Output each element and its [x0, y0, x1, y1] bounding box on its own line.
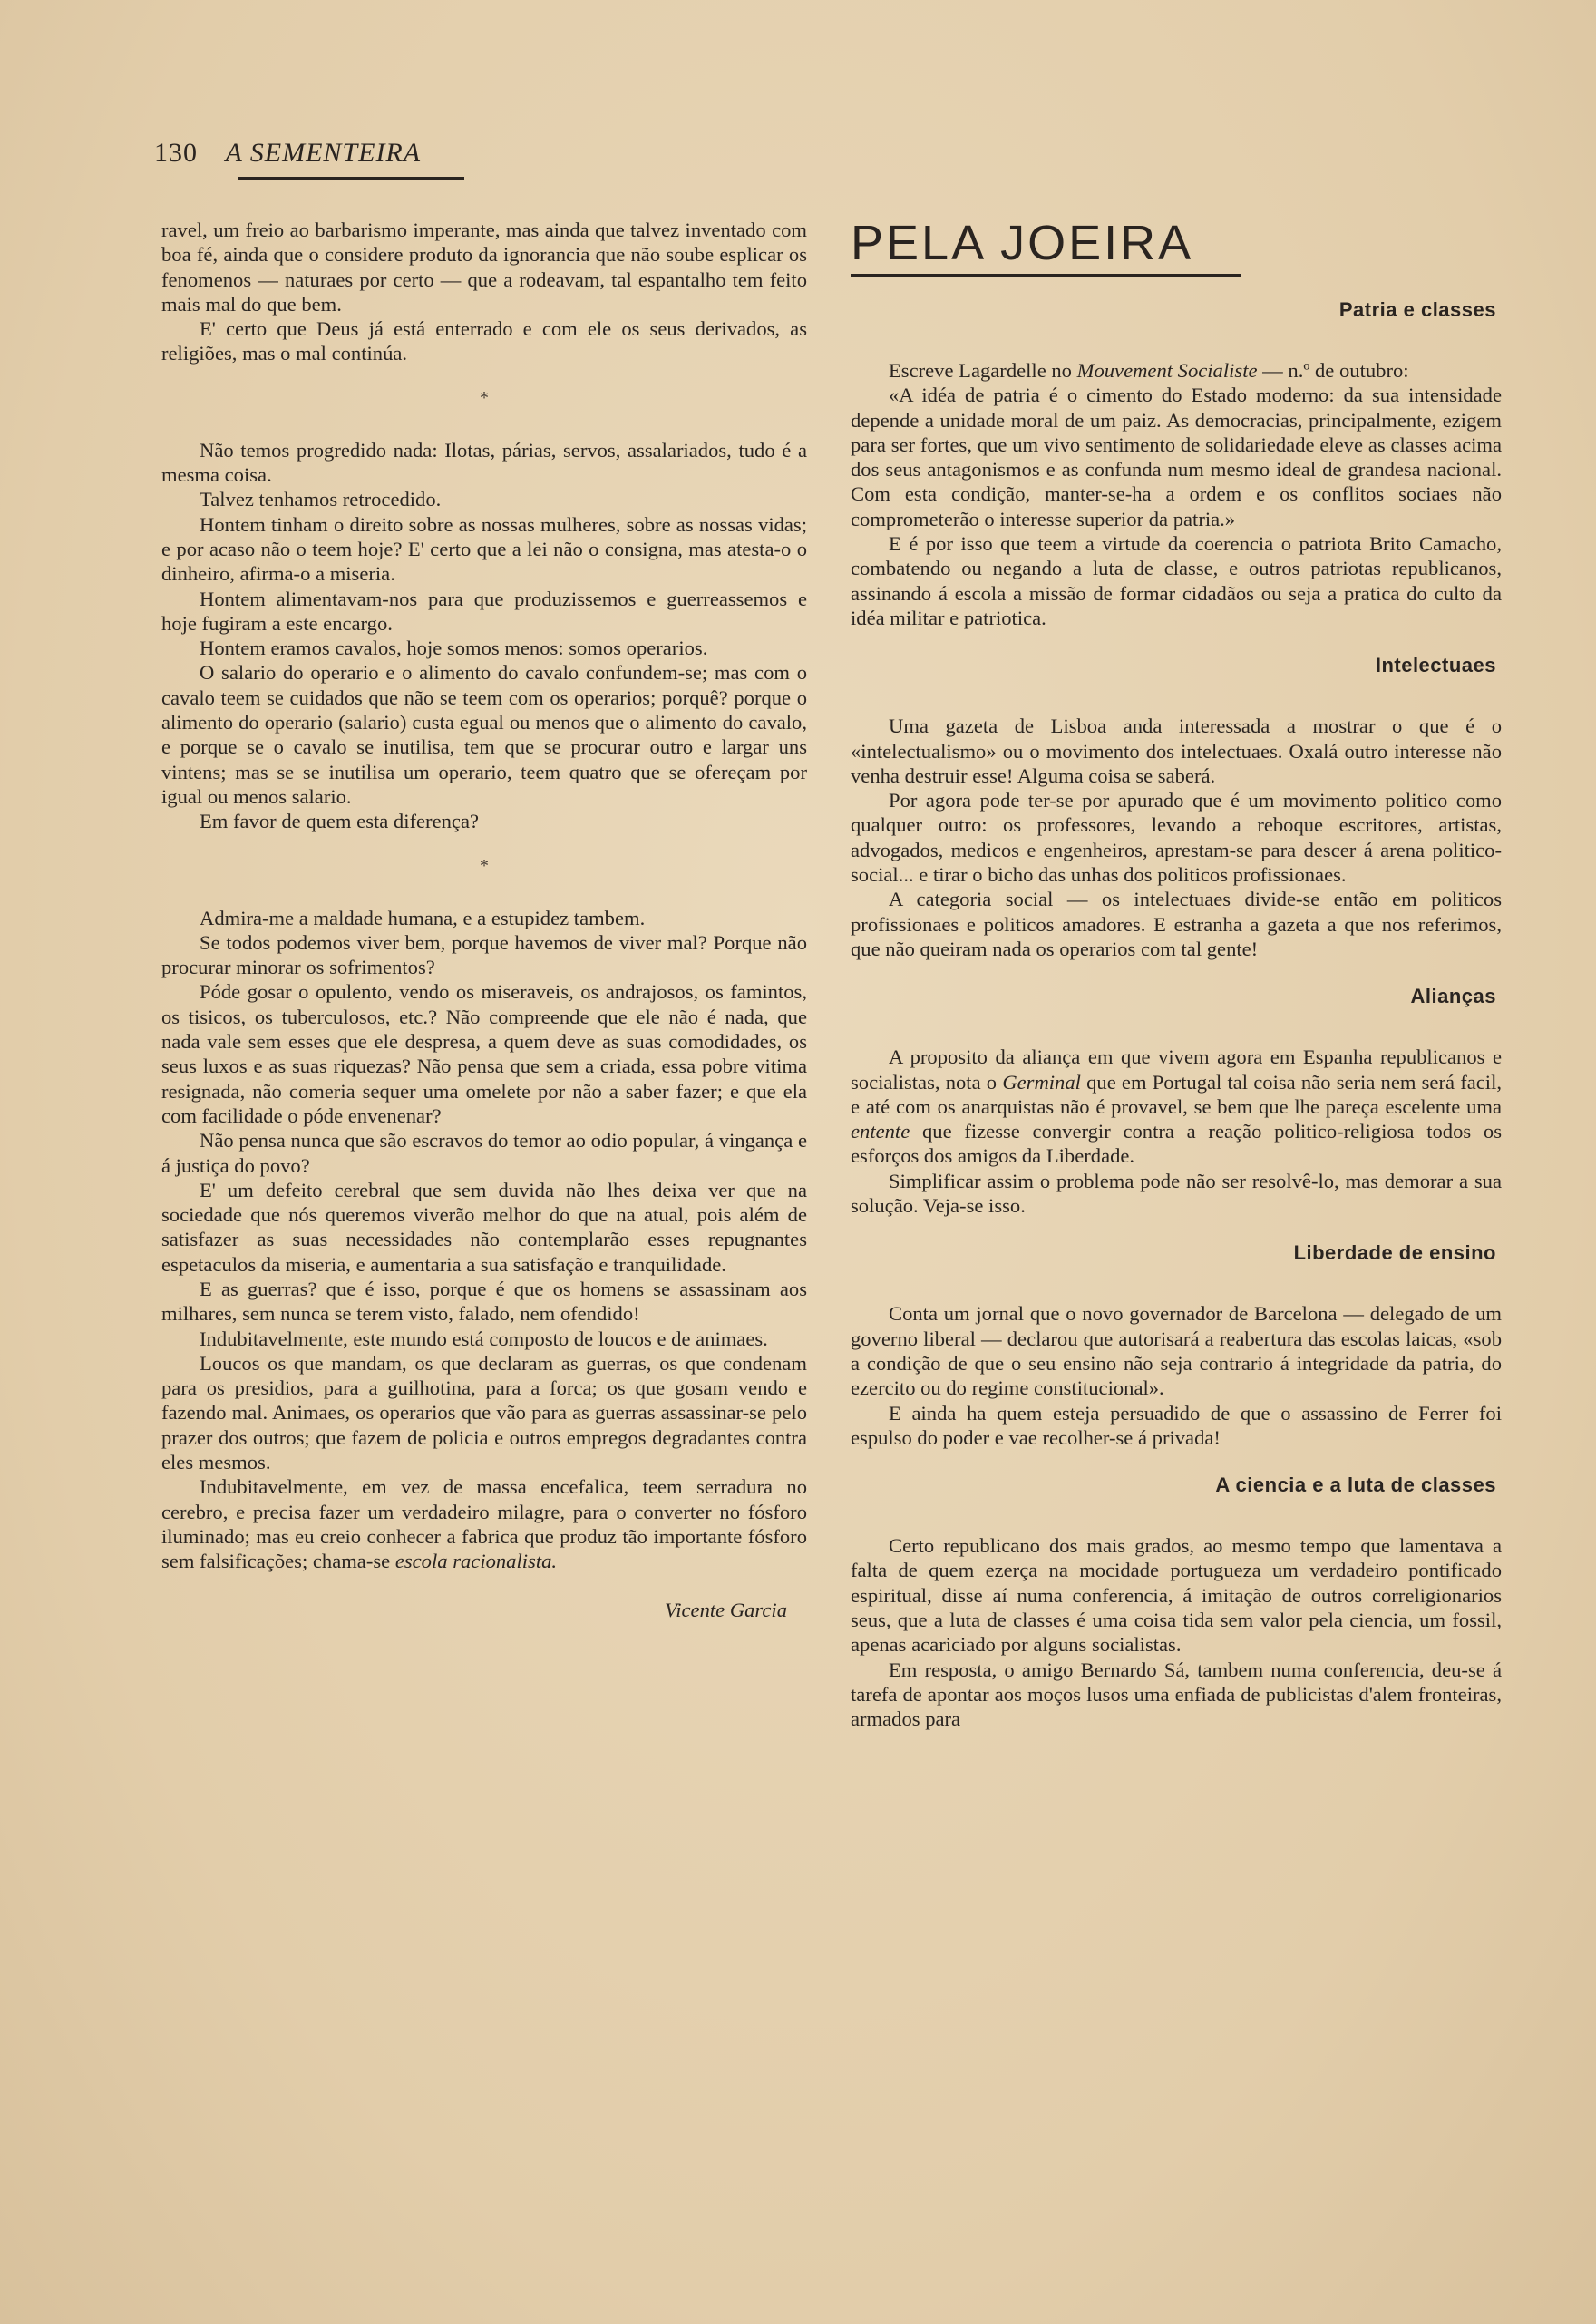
- paragraph: E' um defeito cerebral que sem duvida não lhes deixa ver que na sociedade que nós queremos viverão melhor do que na atual, pois além de satisfazer as suas necessidades não contemplarão esses repugnantes espetaculos da miseria, e aumentaria a sua satisfação e tranquilidade.: [161, 1178, 807, 1276]
- page-number: 130: [154, 138, 198, 168]
- paragraph: Indubitavelmente, este mundo está composto de loucos e de animaes.: [200, 1327, 768, 1350]
- running-header: [154, 138, 462, 169]
- paragraph: E ainda ha quem esteja persuadido de que o assassino de Ferrer foi espulso do poder e vae recolher-se á privada!: [851, 1401, 1502, 1449]
- paragraph: [851, 1045, 1502, 1168]
- subsection-heading: Alianças: [1410, 985, 1496, 1008]
- paragraph: «A idéa de patria é o cimento do Estado moderno: da sua intensidade depende a unidade moral de um paiz. As democracias, principalmente, ezigem para ser fortes, que um vivo sentimento de solidariedade eleve as classes acima dos seus antagonismos e as confunda num mesmo ideal de grandesa nacional. Com esta condição, manter-se-ha a ordem e os conflitos sociaes não comprometerão o interesse superior da patria.»: [851, 384, 1502, 530]
- paragraph-text: Escreve Lagardelle no: [889, 359, 1077, 382]
- paragraph: Hontem tinham o direito sobre as nossas mulheres, sobre as nossas vidas; e por acaso não o teem hoje? E' certo que a lei não o consigna, mas atesta-o o dinheiro, afirma-o a miseria.: [161, 512, 807, 586]
- paragraph: Póde gosar o opulento, vendo os miseraveis, os andrajosos, os famintos, os tisicos, os tuberculosos, etc.? Não compreende que ele não é nada, que nada vale sem esses que ele despresa, a quem deve as suas comodidades, os seus luxos e as suas riquezas? Não pensa que sem a criada, essa pobre vitima resignada, não comeria sequer uma omelete por não a saber fazer; e que ela com facilidade o póde envenenar?: [161, 980, 807, 1127]
- paragraph: E' certo que Deus já está enterrado e com ele os seus derivados, as religiões, mas o mal continúa.: [161, 317, 807, 365]
- paragraph: E as guerras? que é isso, porque é que os homens se assassinam aos milhares, sem nunca se terem visto, falado, nem ofendido!: [161, 1277, 807, 1326]
- paragraph: A categoria social — os intelectuaes divide-se então em politicos profissionaes e politicos amadores. E estranha a gazeta a que nos referimos, que não queiram nada os operarios com tal gente!: [851, 888, 1502, 960]
- subsection-heading: Patria e classes: [1338, 298, 1496, 321]
- paragraph: Uma gazeta de Lisboa anda interessada a mostrar o que é o «intelectualismo» ou o movimento dos intelectuaes. Oxalá outro interesse não venha destruir esse! Alguma coisa se saberá.: [851, 715, 1502, 787]
- paragraph: Certo republicano dos mais grados, ao mesmo tempo que lamentava a falta de quem ezerça na mocidade portugueza um verdadeiro pontificado espiritual, disse aí numa conferencia, á imitação de outros correligionarios seus, que a luta de classes é uma coisa tida sem valor pela ciencia, um fossil, apenas acariciado por alguns socialistas.: [851, 1534, 1502, 1657]
- paragraph: Hontem eramos cavalos, hoje somos menos: somos operarios.: [200, 637, 708, 660]
- paragraph: Conta um jornal que o novo governador de Barcelona — delegado de um governo liberal — declarou que autorisará a reabertura das escolas laicas, «sob a condição de que o seu ensino não seja contrario á integridade da patria, do ezercito ou do regime constitucional».: [851, 1302, 1502, 1400]
- paragraph: Não temos progredido nada: Ilotas, párias, servos, assalariados, tudo é a mesma coisa.: [161, 438, 807, 487]
- emphasis: escola racionalista.: [394, 1550, 558, 1573]
- paragraph: E é por isso que teem a virtude da coerencia o patriota Brito Camacho, combatendo ou negando a luta de classe, e outros patriotas republicanos, assinando á escola a missão de formar cidadãos ou seja a pratica do culto da idéa militar e patriotica.: [851, 532, 1502, 629]
- section-title: PELA JOEIRA: [851, 216, 1194, 270]
- subsection-heading: A ciencia e a luta de classes: [1215, 1473, 1496, 1497]
- paragraph-text: que fizesse convergir contra a reação politico-religiosa todos os esforços dos amigos da Liberdade.: [851, 1120, 1502, 1168]
- subsection-heading: Intelectuaes: [1375, 654, 1496, 677]
- emphasis: Germinal: [1002, 1070, 1081, 1094]
- paragraph: Hontem alimentavam-nos para que produzissemos e guerreassemos e hoje fugiram a este encargo.: [161, 587, 807, 635]
- right-column: [851, 218, 1502, 1731]
- paragraph: Se todos podemos viver bem, porque havemos de viver mal? Porque não procurar minorar os sofrimentos?: [161, 930, 807, 979]
- paragraph: Em resposta, o amigo Bernardo Sá, tambem numa conferencia, deu-se á tarefa de apontar aos moços lusos uma enfiada de publicistas d'alem fronteiras, armados para: [851, 1658, 1502, 1731]
- section-separator: *: [480, 855, 489, 876]
- paragraph-text: Indubitavelmente, em vez de massa encefalica, teem serradura no cerebro, e precisa fazer um verdadeiro milagre, para o converter no fósforo iluminado; mas eu creio conhecer a fabrica que produz tão importante fósforo sem falsificações; chama-se: [161, 1475, 807, 1573]
- emphasis: entente: [851, 1120, 910, 1143]
- paragraph: [161, 1474, 807, 1573]
- paragraph: O salario do operario e o alimento do cavalo confundem-se; mas com o cavalo teem se cuidados que não se teem com os operarios; porquê? porque o alimento do operario (salario) custa egual ou menos que o alimento do cavalo, e porque se o cavalo se inutilisa, tem que se procurar outro e largar uns vintens; mas se se inutilisa um operario, teem quatro que se ofereçam por igual ou menos salario.: [161, 661, 807, 808]
- paragraph: Admira-me a maldade humana, e a estupidez tambem.: [200, 906, 646, 929]
- paragraph-text: — n.º de outubro:: [1257, 359, 1409, 382]
- paragraph: Simplificar assim o problema pode não ser resolvê-lo, mas demorar a sua solução. Veja-se isso.: [851, 1169, 1502, 1218]
- author-signature: Vicente Garcia: [665, 1598, 787, 1621]
- paragraph: Talvez tenhamos retrocedido.: [200, 488, 442, 511]
- publication-title: A SEMENTEIRA: [225, 138, 422, 168]
- paragraph-text: que em Portugal tal coisa não seria nem será facil, e até com os anarquistas não é provavel, se bem que lhe pareça escelente uma: [851, 1070, 1502, 1118]
- section-separator: *: [480, 387, 489, 408]
- emphasis: Mouvement Socialiste: [1076, 359, 1258, 382]
- subsection-heading: Liberdade de ensino: [1293, 1241, 1496, 1265]
- paragraph: ravel, um freio ao barbarismo imperante, mas ainda que talvez inventado com boa fé, ainda que o considere produto da ignorancia que não soube esplicar os fenomenos — naturaes por certo — que a rodeavam, tal espantalho tem feito mais mal do que bem.: [161, 219, 807, 316]
- left-column: [161, 218, 807, 1622]
- paragraph: Loucos os que mandam, os que declaram as guerras, os que condenam para os presidios, para a guilhotina, para a forca; os que gosam vendo e fazendo mal. Animaes, os operarios que vão para as guerras assassinar-se pelo prazer dos outros; que fazem de policia e outros empregos degradantes contra eles mesmos.: [161, 1351, 807, 1474]
- paragraph: Em favor de quem esta diferença?: [200, 810, 479, 833]
- title-rule: [851, 274, 1241, 277]
- paragraph: Por agora pode ter-se por apurado que é um movimento politico como qualquer outro: os professores, levando a reboque escritores, artistas, advogados, medicos e engenheiros, aprestam-se para descer á arena politico-social... e tirar o bicho das unhas dos politicos profissionaes.: [851, 789, 1502, 887]
- paragraph: [851, 358, 1502, 383]
- paragraph: Não pensa nunca que são escravos do temor ao odio popular, á vingança e á justiça do povo?: [161, 1129, 807, 1177]
- paragraph-text: A proposito da aliança em que vivem agora em Espanha republicanos e socialistas, nota o: [851, 1045, 1502, 1094]
- header-rule: [238, 177, 464, 180]
